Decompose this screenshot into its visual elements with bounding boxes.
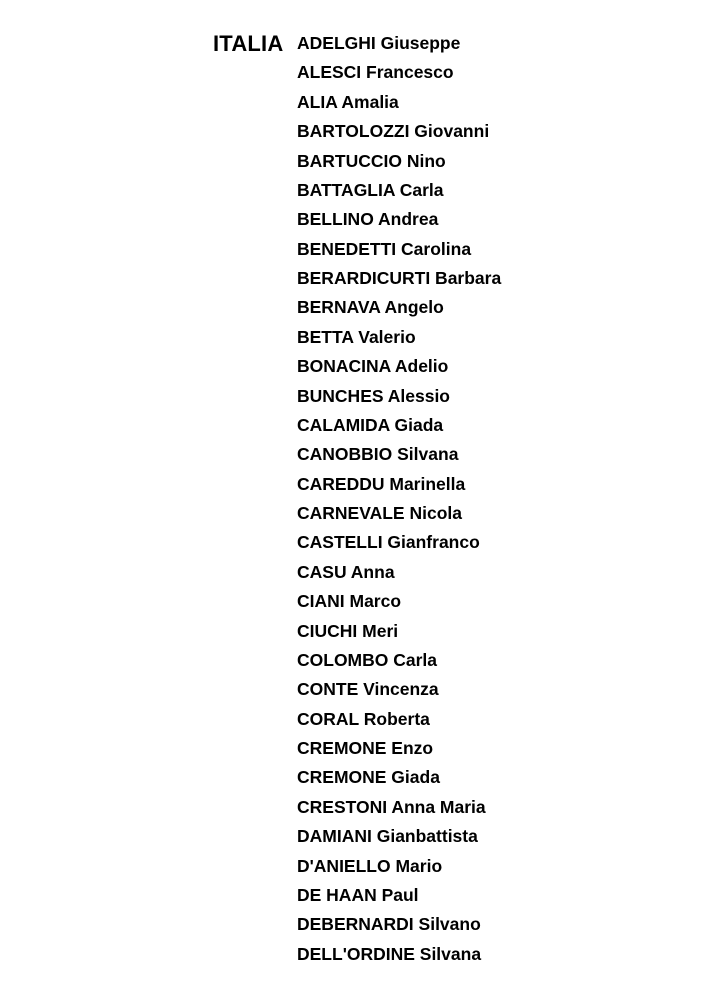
list-item: CIANI Marco xyxy=(297,591,402,612)
list-item: CASTELLI Gianfranco xyxy=(297,532,480,553)
list-item: BERNAVA Angelo xyxy=(297,297,444,318)
list-item: CRESTONI Anna Maria xyxy=(297,796,486,817)
list-item: CASU Anna xyxy=(297,561,395,582)
list-item: ALESCI Francesco xyxy=(297,62,454,83)
list-item: BARTUCCIO Nino xyxy=(297,150,446,171)
list-item: DAMIANI Gianbattista xyxy=(297,826,478,847)
list-item: ALIA Amalia xyxy=(297,91,399,112)
list-item: CAREDDU Marinella xyxy=(297,473,466,494)
list-item: COLOMBO Carla xyxy=(297,649,438,670)
list-item: BUNCHES Alessio xyxy=(297,385,450,406)
list-item: CREMONE Enzo xyxy=(297,738,434,758)
list-item: CORAL Roberta xyxy=(297,708,430,729)
list-item: BATTAGLIA Carla xyxy=(297,179,444,200)
list-item: CANOBBIO Silvana xyxy=(297,444,459,465)
name-list xyxy=(297,29,501,969)
list-item: CALAMIDA Giada xyxy=(297,414,444,435)
list-item: DEBERNARDI Silvano xyxy=(297,914,481,935)
list-item: BARTOLOZZI Giovanni xyxy=(297,121,490,142)
list-item: BETTA Valerio xyxy=(297,326,416,347)
list-item: BONACINA Adelio xyxy=(297,356,449,377)
list-item: D'ANIELLO Mario xyxy=(297,855,443,876)
list-item: DE HAAN Paul xyxy=(297,884,419,905)
country-heading: ITALIA xyxy=(213,31,284,56)
list-item: BELLINO Andrea xyxy=(297,209,439,230)
list-item: CONTE Vincenza xyxy=(297,679,439,700)
list-item: CIUCHI Meri xyxy=(297,620,399,641)
list-item: BENEDETTI Carolina xyxy=(297,238,472,259)
list-item: BERARDICURTI Barbara xyxy=(297,268,502,288)
list-item: DELL'ORDINE Silvana xyxy=(297,943,482,964)
list-item: CREMONE Giada xyxy=(297,767,440,788)
list-item: CARNEVALE Nicola xyxy=(297,503,462,523)
list-item: ADELGHI Giuseppe xyxy=(297,33,461,53)
